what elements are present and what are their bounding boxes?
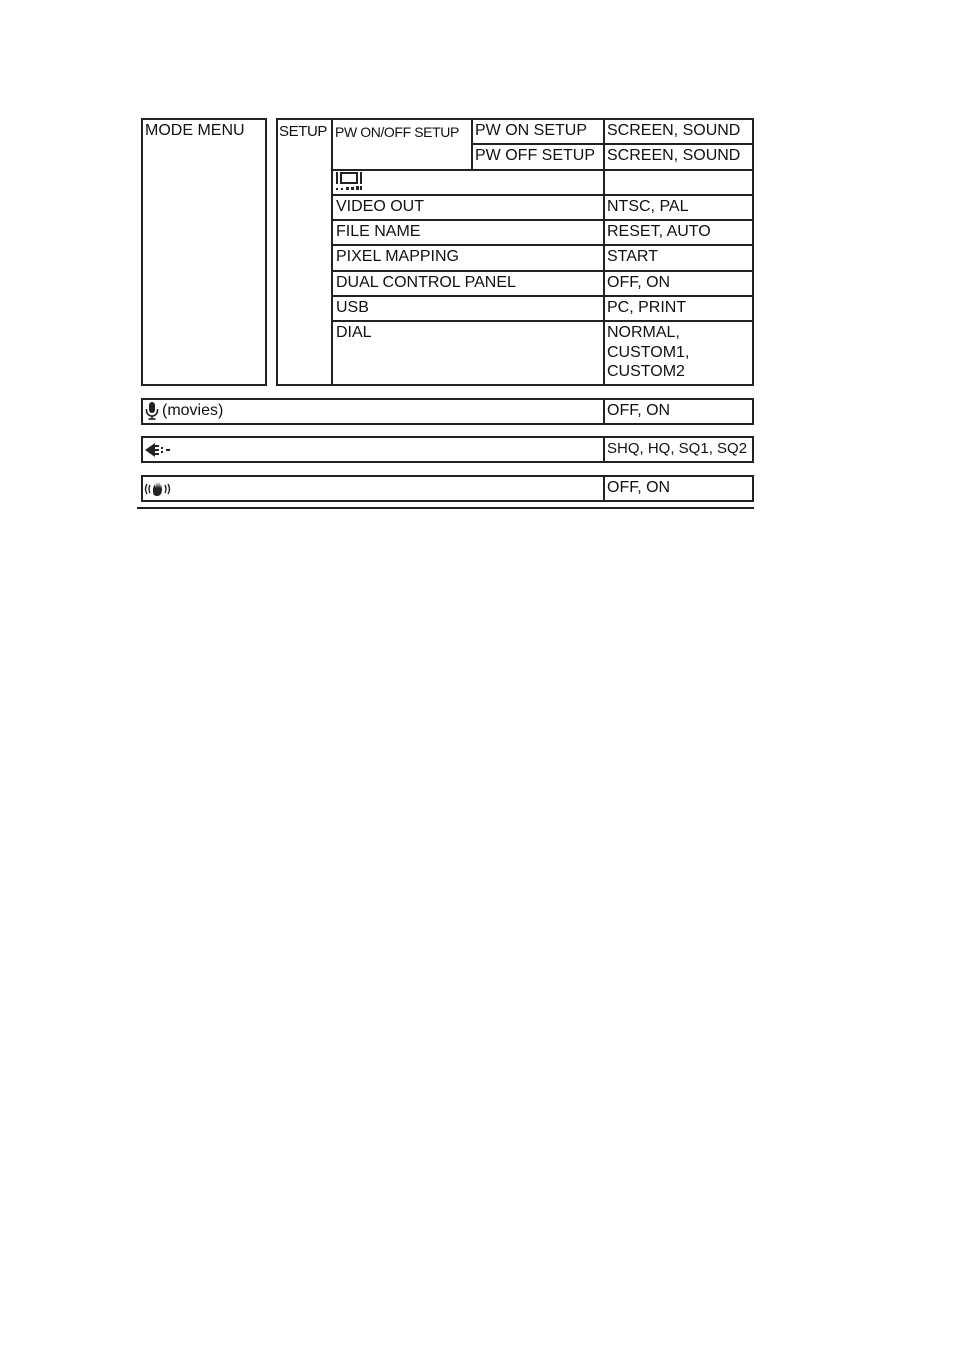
microphone-icon bbox=[145, 402, 159, 420]
row-divider bbox=[331, 194, 754, 196]
dial-option-line: CUSTOM1, bbox=[607, 344, 690, 361]
pw-off-setup-options: SCREEN, SOUND bbox=[607, 147, 741, 164]
row-divider bbox=[331, 219, 754, 221]
file-name-options: RESET, AUTO bbox=[607, 223, 711, 240]
pw-off-setup-label: PW OFF SETUP bbox=[475, 147, 595, 164]
bottom-rule bbox=[137, 507, 754, 509]
row-options-divider bbox=[603, 475, 605, 502]
movie-sound-label: (movies) bbox=[162, 402, 224, 419]
row-options-divider bbox=[603, 436, 605, 463]
pixel-mapping-options: START bbox=[607, 248, 658, 265]
row-divider bbox=[331, 270, 754, 272]
movie-sound-options: OFF, ON bbox=[607, 402, 671, 419]
pixel-mapping-label: PIXEL MAPPING bbox=[336, 248, 459, 265]
row-divider bbox=[331, 244, 754, 246]
file-name-label: FILE NAME bbox=[336, 223, 421, 240]
mode-menu-box bbox=[141, 118, 267, 386]
image-quality-options: SHQ, HQ, SQ1, SQ2 bbox=[607, 440, 748, 457]
video-out-label: VIDEO OUT bbox=[336, 198, 425, 215]
options-column-divider bbox=[603, 118, 605, 386]
pw-on-setup-label: PW ON SETUP bbox=[475, 122, 588, 139]
setup-label: SETUP bbox=[279, 123, 328, 140]
image-stabilizer-icon bbox=[144, 480, 172, 498]
monitor-brightness-icon bbox=[336, 172, 364, 192]
usb-options: PC, PRINT bbox=[607, 299, 687, 316]
row-divider bbox=[471, 143, 754, 145]
dial-option-line: NORMAL, bbox=[607, 324, 680, 341]
dial-label: DIAL bbox=[336, 324, 372, 341]
dial-option-line: CUSTOM2 bbox=[607, 363, 685, 380]
video-out-options: NTSC, PAL bbox=[607, 198, 689, 215]
dual-control-panel-options: OFF, ON bbox=[607, 274, 671, 291]
usb-label: USB bbox=[336, 299, 369, 316]
row-divider bbox=[331, 169, 754, 171]
image-stabilizer-options: OFF, ON bbox=[607, 479, 671, 496]
row-divider bbox=[331, 295, 754, 297]
row-options-divider bbox=[603, 398, 605, 425]
setup-column-divider bbox=[331, 118, 333, 386]
image-quality-icon bbox=[145, 442, 171, 458]
mode-menu-label: MODE MENU bbox=[145, 122, 245, 139]
pw-on-setup-options: SCREEN, SOUND bbox=[607, 122, 741, 139]
dual-control-panel-label: DUAL CONTROL PANEL bbox=[336, 274, 516, 291]
pw-onoff-setup-label: PW ON/OFF SETUP bbox=[335, 124, 459, 140]
row-divider bbox=[331, 320, 754, 322]
